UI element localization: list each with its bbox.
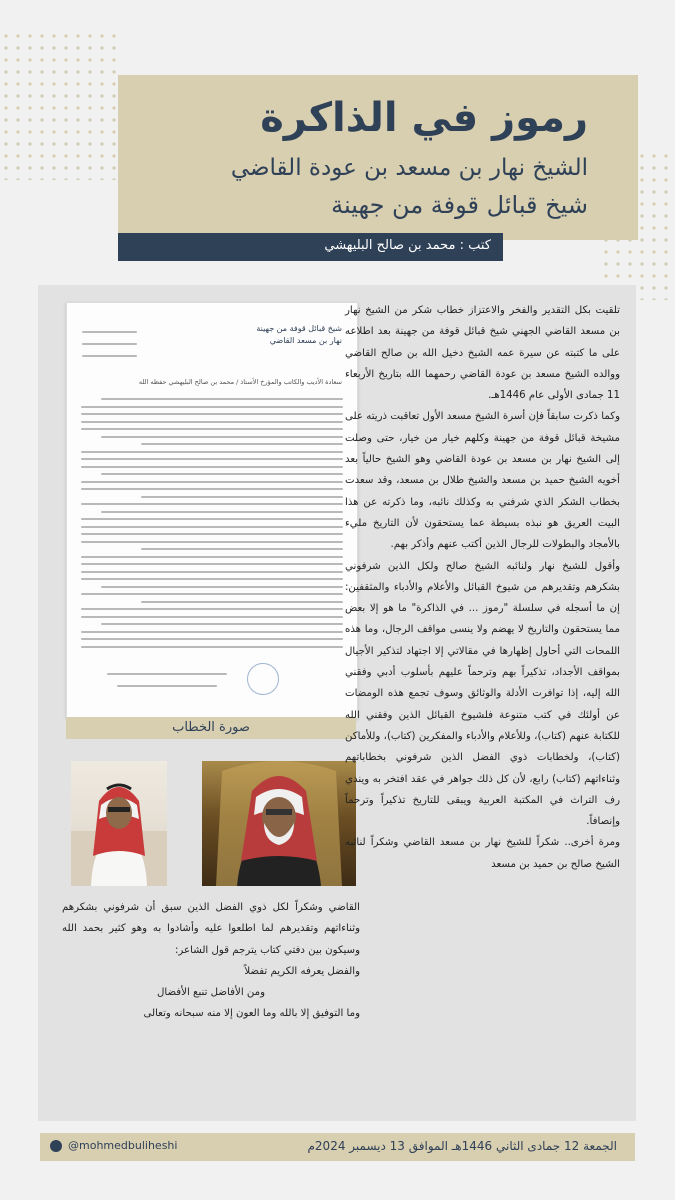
social-handle[interactable]: @mohmedbuliheshi [68,1139,178,1152]
footer-bar [40,1133,635,1161]
letter-text-line [141,601,343,603]
letter-text-line [81,541,343,543]
letter-text-line [81,533,343,535]
content-card [38,285,636,1121]
page-title: رموز في الذاكرة [260,95,588,141]
letter-text-line [81,406,343,408]
closing-line: وما التوفيق إلا بالله وما العون إلا منه سبحانه وتعالى [143,1008,360,1020]
paragraph-4: ومرة أخرى.. شكراً للشيخ نهار بن مسعد القاضي وشكراً لنائبه الشيخ صالح بن حميد بن مسعد [345,837,620,870]
letter-text-line [81,556,343,558]
sheikh-photo-left [71,761,167,886]
letter-text-line [81,428,343,430]
paragraph-3: وأقول للشيخ نهار ولنائبه الشيخ صالح ولكل الذين شرفوني بشكرهم وتقديرهم من شيوخ القبائل والأعلام والأدباء والمثقفين: إن ما أسجله في سلسلة "رموز ... في الذاكرة" ما هو إلا بعض مما يستحقون والتاريخ لا يهضم ولا ينسى مواقف الرجال، وما هذه اللمحات التي أحاول إظهارها في مقالاتي إلا اجتهاد لتذكير الأجيال بمواقف الأجداد، تذكيراً بهم وترحماً عليهم بأسلوب أدبي وفقني الله إليه، إذا توافرت الأدلة والوثائق وسوف تجمع هذه الومضات عن أولئك في كتب متنوعة فلشيوخ القبائل الذين وفقني الله للكتابة عنهم (كتاب)، وللأعلام والأدباء والمفكرين (كتاب)، وللأماكن (كتاب)، ولخطابات ذوي الفضل الذين شرفوني بخطاباتهم وثناءاتهم (كتاب) رابع، لأن كل ذلك جواهر في عقد افتخر به ويندي رف التراث في المكتبة العربية ويبقى للتاريخ تذكيراً وترحماً وإنصافاً. [345,560,620,828]
letter-text-line [81,518,343,520]
letter-greeting: سعادة الأديب والكاتب والمؤرخ الأستاذ / محمد بن صالح البليهشي حفظه الله [138,378,342,386]
letter-letterhead [256,323,342,347]
sheikh-photo-right [202,761,356,886]
letter-text-line [81,466,343,468]
author-bar [118,233,503,261]
letter-text-line [81,488,343,490]
letter-header-line-1: شيخ قبائل قوفة من جهينة [256,324,342,333]
letter-text-line [81,503,343,505]
letter-caption: صورة الخطاب [172,720,250,735]
subtitle-line-2: شيخ قبائل قوفة من جهينة [331,191,588,219]
letter-text-line [81,413,343,415]
letter-text-line [101,586,343,588]
letter-text-line [81,451,343,453]
letter-caption-bar [66,717,356,739]
letter-text-line [81,638,343,640]
letter-text-line [141,548,343,550]
paragraph-5: القاضي وشكراً لكل ذوي الفضل الذين سبق أن شرفوني بشكرهم وثناءاتهم وتقديرهم لما اطلعوا عليه وأشادوا به وهو كثير بحمد الله وسيكون بين دفتي كتاب يترجم قول الشاعر: [62,902,360,956]
letter-text-line [101,511,343,513]
publish-date: الجمعة 12 جمادى الثاني 1446هـ الموافق 13 ديسمبر 2024م [307,1139,617,1153]
letter-text-line [81,571,343,573]
letter-header-line-2: نهار بن مسعد القاضي [269,336,342,345]
letter-text-line [81,631,343,633]
letter-text-line [81,421,343,423]
paragraph-2: وكما ذكرت سابقاً فإن أسرة الشيخ مسعد الأول تعاقبت ذريته على مشيخة قبائل قوفة من جهينة وكلهم خيار من خيار، حتى وصلت إلى الشيخ نهار بن مسعد بن عودة القاضي وهو الشيخ حالياً بعد أخويه الشيخ حميد بن مسعد والشيخ طلال بن مسعد، وقد سعدت بخطاب الشكر الذي شرفني به وكذلك نائبه، وما ذكرته عن هذا البيت العريق هو نبذه بسيطة عما يستحقون لأن التاريخ مليء بالأمجاد والبطولات للرجال الذين أكتب عنهم وأذكر بهم. [345,411,620,551]
letter-text-line [81,481,343,483]
letter-text-line [81,578,343,580]
paragraph-1: تلقيت بكل التقدير والفخر والاعتزاز خطاب شكر من الشيخ نهار بن مسعد القاضي الجهني شيخ قبائل قوفة من جهينة بعد اطلاعه على ما كتبته عن سيرة عمه الشيخ دخيل الله بن صالح القاضي ووالده الشيخ مسعد بن عودة القاضي رحمهما الله بتاريخ الأربعاء 11 جمادى الأولى عام 1446هـ. [345,305,620,402]
subtitle-line-1: الشيخ نهار بن مسعد بن عودة القاضي [230,155,588,181]
letter-text-line [81,646,343,648]
author-byline: كتب : محمد بن صالح البليهشي [324,238,491,253]
letter-text-line [141,443,343,445]
article-body-continued [62,897,360,1025]
letter-image [66,302,358,719]
poem-line-2: ومن الأفاضل تنبع الأفضال [156,987,266,999]
letter-text-line [101,398,343,400]
letter-text-line [81,526,343,528]
poem-line-1: والفضل يعرفه الكريم تفضلاً [244,965,360,977]
twitter-icon [50,1140,62,1152]
header-panel [118,75,638,240]
article-body [345,300,620,875]
letter-text-line [101,473,343,475]
letter-text-line [101,436,343,438]
letter-text-line [81,458,343,460]
letter-text-line [141,496,343,498]
decorative-dots-top-left [0,30,120,180]
letter-text-line [81,593,343,595]
letter-text-line [101,623,343,625]
letter-text-line [81,608,343,610]
letter-text-line [81,563,343,565]
letter-text-line [81,616,343,618]
